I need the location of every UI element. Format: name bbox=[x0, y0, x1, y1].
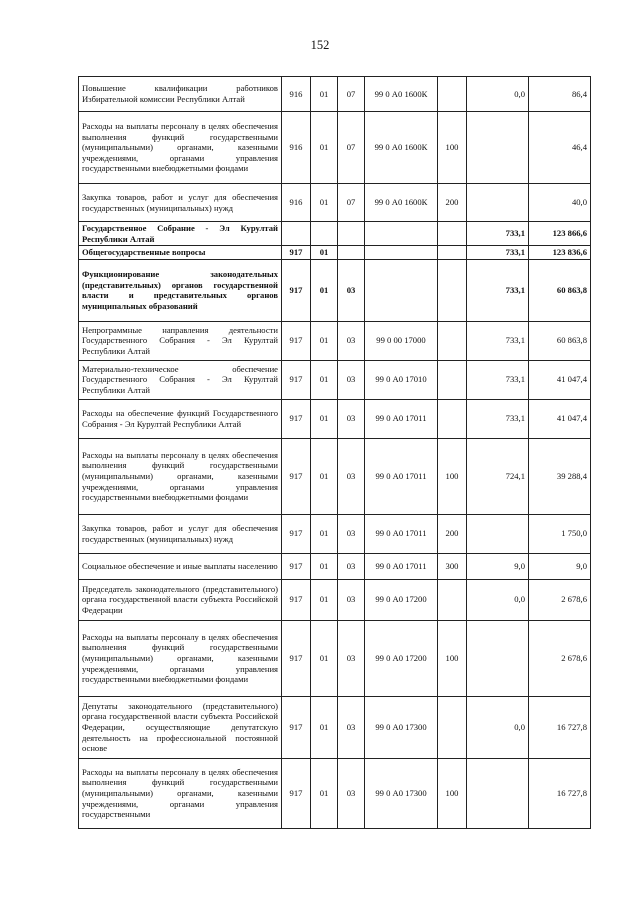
cell-subsection-code: 07 bbox=[338, 77, 365, 112]
cell-amount-2: 2 678,6 bbox=[529, 579, 591, 620]
cell-expense-type: 100 bbox=[438, 438, 467, 514]
cell-expense-type bbox=[438, 77, 467, 112]
cell-name: Непрограммные направления деятельности Государственного Собрания - Эл Курултай Республики Алтай bbox=[79, 321, 282, 360]
cell-department-code: 917 bbox=[282, 620, 311, 696]
cell-subsection-code: 03 bbox=[338, 399, 365, 438]
cell-department-code: 917 bbox=[282, 579, 311, 620]
cell-expense-type: 100 bbox=[438, 620, 467, 696]
table-row bbox=[79, 399, 591, 438]
cell-expense-type bbox=[438, 246, 467, 260]
table-row bbox=[79, 222, 591, 246]
cell-target-article bbox=[365, 246, 438, 260]
cell-amount-2: 2 678,6 bbox=[529, 620, 591, 696]
budget-table bbox=[78, 76, 591, 829]
cell-target-article: 99 0 А0 17200 bbox=[365, 620, 438, 696]
cell-amount-2: 60 863,8 bbox=[529, 259, 591, 321]
cell-target-article bbox=[365, 222, 438, 246]
cell-amount-1: 733,1 bbox=[467, 360, 529, 399]
cell-section-code: 01 bbox=[311, 112, 338, 184]
cell-target-article: 99 0 А0 17011 bbox=[365, 553, 438, 579]
cell-amount-2: 46,4 bbox=[529, 112, 591, 184]
cell-department-code: 916 bbox=[282, 112, 311, 184]
cell-target-article: 99 0 А0 17010 bbox=[365, 360, 438, 399]
cell-amount-1: 0,0 bbox=[467, 579, 529, 620]
cell-amount-2: 60 863,8 bbox=[529, 321, 591, 360]
cell-amount-1: 733,1 bbox=[467, 321, 529, 360]
cell-subsection-code: 07 bbox=[338, 112, 365, 184]
cell-section-code: 01 bbox=[311, 259, 338, 321]
cell-amount-1: 733,1 bbox=[467, 246, 529, 260]
cell-target-article: 99 0 А0 17011 bbox=[365, 514, 438, 553]
cell-section-code: 01 bbox=[311, 696, 338, 758]
cell-subsection-code: 03 bbox=[338, 321, 365, 360]
cell-subsection-code: 03 bbox=[338, 514, 365, 553]
cell-name: Расходы на обеспечение функций Государственного Собрания - Эл Курултай Республики Алтай bbox=[79, 399, 282, 438]
cell-expense-type: 100 bbox=[438, 758, 467, 828]
cell-department-code: 917 bbox=[282, 259, 311, 321]
cell-department-code: 917 bbox=[282, 399, 311, 438]
cell-expense-type bbox=[438, 696, 467, 758]
cell-section-code: 01 bbox=[311, 514, 338, 553]
cell-name: Депутаты законодательного (представительного) органа государственной власти субъекта Российской Федерации, осуществляющие депутатскую деятельность на профессиональной постоянной основе bbox=[79, 696, 282, 758]
cell-name: Расходы на выплаты персоналу в целях обеспечения выполнения функций государственными (муниципальными) органами, казенными учреждениями, органами управления государственными внебюджетными фондами bbox=[79, 438, 282, 514]
cell-amount-1: 733,1 bbox=[467, 222, 529, 246]
cell-subsection-code: 03 bbox=[338, 620, 365, 696]
cell-amount-1: 724,1 bbox=[467, 438, 529, 514]
cell-section-code: 01 bbox=[311, 438, 338, 514]
cell-name: Председатель законодательного (представительного) органа государственной власти субъекта Российской Федерации bbox=[79, 579, 282, 620]
cell-expense-type: 300 bbox=[438, 553, 467, 579]
cell-department-code: 917 bbox=[282, 758, 311, 828]
cell-amount-1 bbox=[467, 184, 529, 222]
table-row bbox=[79, 360, 591, 399]
cell-amount-1 bbox=[467, 514, 529, 553]
cell-section-code: 01 bbox=[311, 360, 338, 399]
cell-name: Повышение квалификации работников Избирательной комиссии Республики Алтай bbox=[79, 77, 282, 112]
cell-subsection-code: 03 bbox=[338, 579, 365, 620]
table-row bbox=[79, 184, 591, 222]
cell-amount-2: 39 288,4 bbox=[529, 438, 591, 514]
cell-department-code: 917 bbox=[282, 696, 311, 758]
cell-section-code: 01 bbox=[311, 399, 338, 438]
cell-department-code: 916 bbox=[282, 184, 311, 222]
cell-amount-1: 9,0 bbox=[467, 553, 529, 579]
cell-section-code: 01 bbox=[311, 620, 338, 696]
cell-subsection-code: 03 bbox=[338, 553, 365, 579]
cell-name: Функционирование законодательных (представительных) органов государственной власти и представительных органов муниципальных образований bbox=[79, 259, 282, 321]
cell-amount-2: 40,0 bbox=[529, 184, 591, 222]
cell-target-article: 99 0 А0 1600К bbox=[365, 184, 438, 222]
cell-target-article: 99 0 А0 1600К bbox=[365, 77, 438, 112]
cell-amount-2: 86,4 bbox=[529, 77, 591, 112]
table-row bbox=[79, 321, 591, 360]
cell-section-code: 01 bbox=[311, 184, 338, 222]
cell-name: Государственное Собрание - Эл Курултай Республики Алтай bbox=[79, 222, 282, 246]
cell-section-code: 01 bbox=[311, 77, 338, 112]
cell-name: Расходы на выплаты персоналу в целях обеспечения выполнения функций государственными (муниципальными) органами, казенными учреждениями, органами управления государственными внебюджетными фондами bbox=[79, 112, 282, 184]
page-number: 152 bbox=[310, 38, 330, 52]
cell-amount-1: 733,1 bbox=[467, 399, 529, 438]
cell-amount-2: 123 836,6 bbox=[529, 246, 591, 260]
cell-expense-type bbox=[438, 579, 467, 620]
cell-amount-2: 16 727,8 bbox=[529, 758, 591, 828]
cell-amount-2: 9,0 bbox=[529, 553, 591, 579]
cell-target-article bbox=[365, 259, 438, 321]
table-row bbox=[79, 758, 591, 828]
cell-amount-1: 0,0 bbox=[467, 77, 529, 112]
cell-expense-type bbox=[438, 259, 467, 321]
cell-subsection-code: 03 bbox=[338, 696, 365, 758]
cell-department-code: 916 bbox=[282, 77, 311, 112]
cell-name: Закупка товаров, работ и услуг для обеспечения государственных (муниципальных) нужд bbox=[79, 514, 282, 553]
cell-target-article: 99 0 А0 17200 bbox=[365, 579, 438, 620]
cell-amount-1: 733,1 bbox=[467, 259, 529, 321]
cell-subsection-code: 07 bbox=[338, 184, 365, 222]
table-row bbox=[79, 77, 591, 112]
cell-department-code: 917 bbox=[282, 246, 311, 260]
cell-name: Социальное обеспечение и иные выплаты населению bbox=[79, 553, 282, 579]
cell-section-code: 01 bbox=[311, 553, 338, 579]
cell-subsection-code: 03 bbox=[338, 438, 365, 514]
table-row bbox=[79, 514, 591, 553]
cell-department-code: 917 bbox=[282, 360, 311, 399]
cell-expense-type bbox=[438, 321, 467, 360]
cell-subsection-code: 03 bbox=[338, 758, 365, 828]
cell-expense-type bbox=[438, 222, 467, 246]
cell-expense-type: 100 bbox=[438, 112, 467, 184]
cell-name: Общегосударственные вопросы bbox=[79, 246, 282, 260]
cell-section-code: 01 bbox=[311, 321, 338, 360]
cell-expense-type bbox=[438, 360, 467, 399]
cell-subsection-code: 03 bbox=[338, 360, 365, 399]
cell-target-article: 99 0 А0 17011 bbox=[365, 399, 438, 438]
table-row bbox=[79, 579, 591, 620]
table-body bbox=[79, 77, 591, 829]
cell-section-code bbox=[311, 222, 338, 246]
table-row bbox=[79, 620, 591, 696]
cell-amount-1 bbox=[467, 620, 529, 696]
cell-amount-1: 0,0 bbox=[467, 696, 529, 758]
cell-amount-1 bbox=[467, 758, 529, 828]
table-row bbox=[79, 696, 591, 758]
cell-amount-2: 1 750,0 bbox=[529, 514, 591, 553]
table-row bbox=[79, 246, 591, 260]
cell-department-code: 917 bbox=[282, 438, 311, 514]
cell-amount-2: 41 047,4 bbox=[529, 360, 591, 399]
cell-section-code: 01 bbox=[311, 758, 338, 828]
cell-name: Закупка товаров, работ и услуг для обеспечения государственных (муниципальных) нужд bbox=[79, 184, 282, 222]
cell-target-article: 99 0 А0 17011 bbox=[365, 438, 438, 514]
cell-section-code: 01 bbox=[311, 246, 338, 260]
cell-target-article: 99 0 А0 17300 bbox=[365, 758, 438, 828]
cell-name: Материально-техническое обеспечение Государственного Собрания - Эл Курултай Республики Алтай bbox=[79, 360, 282, 399]
table-row bbox=[79, 553, 591, 579]
cell-amount-1 bbox=[467, 112, 529, 184]
cell-target-article: 99 0 А0 1600К bbox=[365, 112, 438, 184]
cell-expense-type: 200 bbox=[438, 184, 467, 222]
table-row bbox=[79, 259, 591, 321]
cell-name: Расходы на выплаты персоналу в целях обеспечения выполнения функций государственными (муниципальными) органами, казенными учреждениями, органами управления государственными внебюджетными фондами bbox=[79, 620, 282, 696]
cell-subsection-code bbox=[338, 246, 365, 260]
table-row bbox=[79, 438, 591, 514]
cell-department-code: 917 bbox=[282, 553, 311, 579]
cell-department-code: 917 bbox=[282, 514, 311, 553]
cell-subsection-code bbox=[338, 222, 365, 246]
cell-subsection-code: 03 bbox=[338, 259, 365, 321]
table-row bbox=[79, 112, 591, 184]
cell-section-code: 01 bbox=[311, 579, 338, 620]
cell-expense-type: 200 bbox=[438, 514, 467, 553]
cell-expense-type bbox=[438, 399, 467, 438]
cell-name: Расходы на выплаты персоналу в целях обеспечения выполнения функций государственными (муниципальными) органами, казенными учреждениями, органами управления государственными bbox=[79, 758, 282, 828]
cell-amount-2: 41 047,4 bbox=[529, 399, 591, 438]
cell-amount-2: 16 727,8 bbox=[529, 696, 591, 758]
cell-department-code bbox=[282, 222, 311, 246]
cell-target-article: 99 0 А0 17300 bbox=[365, 696, 438, 758]
cell-amount-2: 123 866,6 bbox=[529, 222, 591, 246]
cell-target-article: 99 0 00 17000 bbox=[365, 321, 438, 360]
cell-department-code: 917 bbox=[282, 321, 311, 360]
